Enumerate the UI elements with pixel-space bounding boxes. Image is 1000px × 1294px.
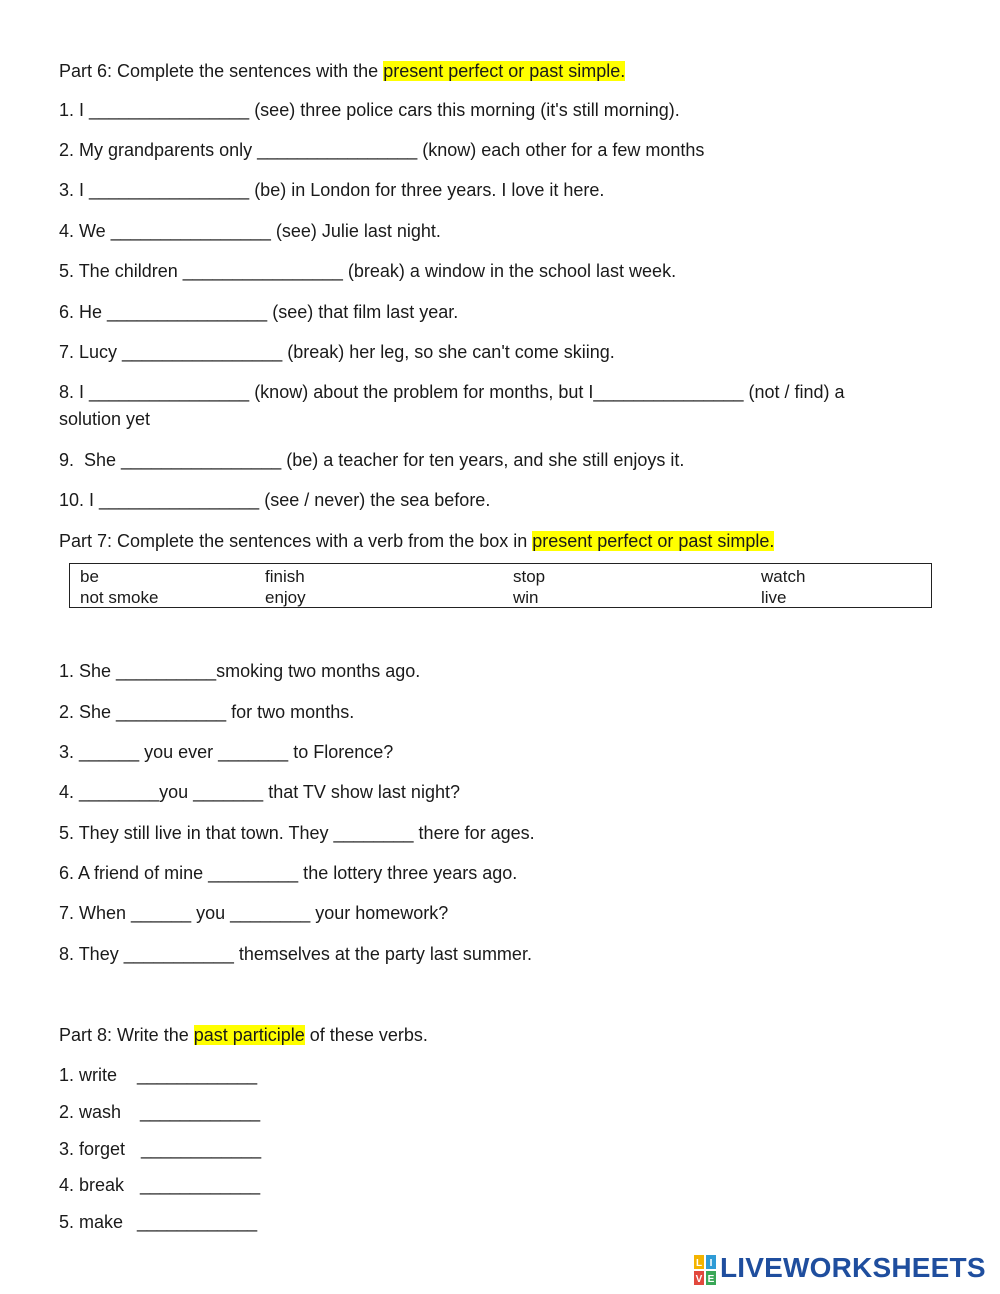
part8-item-5: 5. make ____________ — [59, 1212, 258, 1232]
part6-item-8: 8. I ________________ (know) about the problem for months, but I_______________ (not / find) a — [59, 382, 845, 402]
answer-blank: ____________ — [140, 1175, 261, 1195]
svg-text:E: E — [707, 1274, 715, 1285]
part6-item-10: 10. I ________________ (see / never) the sea before. — [59, 490, 491, 510]
part8-item-2: 2. wash ____________ — [59, 1102, 261, 1122]
answer-blank: ____________ — [137, 1065, 258, 1085]
part6-item-4: 4. We ________________ (see) Julie last night. — [59, 221, 441, 241]
part8-item-1: 1. write ____________ — [59, 1065, 258, 1085]
part7-item-8: 8. They ___________ themselves at the party last summer. — [59, 944, 532, 964]
svg-text:L: L — [695, 1258, 703, 1269]
part6-item-2: 2. My grandparents only ________________ (know) each other for a few months — [59, 140, 705, 160]
word-box-item: win — [513, 588, 539, 607]
svg-text:V: V — [695, 1274, 703, 1285]
part7-item-6: 6. A friend of mine _________ the lottery three years ago. — [59, 863, 518, 883]
part6-heading: Part 6: Complete the sentences with the present perfect or past simple. — [59, 61, 626, 81]
part6-item-1: 1. I ________________ (see) three police cars this morning (it's still morning). — [59, 100, 680, 120]
part8-item-4: 4. break ____________ — [59, 1175, 261, 1195]
part6-item-8-cont: solution yet — [59, 409, 151, 429]
part7-item-3: 3. ______ you ever _______ to Florence? — [59, 742, 394, 762]
part7-heading-highlight: present perfect or past simple. — [532, 531, 775, 551]
part6-item-6: 6. He ________________ (see) that film last year. — [59, 302, 459, 322]
part6-item-5: 5. The children ________________ (break) a window in the school last week. — [59, 261, 677, 281]
part8-heading: Part 8: Write the past participle of these verbs. — [59, 1025, 428, 1045]
part6-item-7: 7. Lucy ________________ (break) her leg, so she can't come skiing. — [59, 342, 615, 362]
word-box-item: stop — [513, 567, 546, 586]
part7-item-4: 4. ________you _______ that TV show last night? — [59, 782, 460, 802]
part7-item-2: 2. She ___________ for two months. — [59, 702, 355, 722]
word-box-item: finish — [265, 567, 305, 586]
liveworksheets-logo-text[interactable]: LIVEWORKSHEETS — [720, 1252, 986, 1283]
answer-blank: ____________ — [137, 1212, 258, 1232]
word-box-item: enjoy — [265, 588, 306, 607]
part7-item-1: 1. She __________smoking two months ago. — [59, 661, 421, 681]
liveworksheets-logo-mark — [694, 1255, 716, 1285]
part6-item-9: 9. She ________________ (be) a teacher for ten years, and she still enjoys it. — [59, 450, 685, 470]
answer-blank: ____________ — [140, 1102, 261, 1122]
part8-heading-highlight: past participle — [193, 1025, 305, 1045]
word-box-item: watch — [761, 567, 806, 586]
part7-item-7: 7. When ______ you ________ your homework? — [59, 903, 449, 923]
part6-item-3: 3. I ________________ (be) in London for three years. I love it here. — [59, 180, 605, 200]
word-box-item: be — [80, 567, 99, 586]
part7-item-5: 5. They still live in that town. They ________ there for ages. — [59, 823, 535, 843]
word-box — [69, 563, 932, 608]
word-box-item: live — [761, 588, 787, 607]
word-box-item: not smoke — [80, 588, 159, 607]
answer-blank: ____________ — [141, 1139, 262, 1159]
part7-heading: Part 7: Complete the sentences with a verb from the box in present perfect or past simple. — [59, 531, 775, 551]
part8-item-3: 3. forget ____________ — [59, 1139, 262, 1159]
part6-heading-highlight: present perfect or past simple. — [383, 61, 626, 81]
svg-text:I: I — [709, 1258, 713, 1269]
